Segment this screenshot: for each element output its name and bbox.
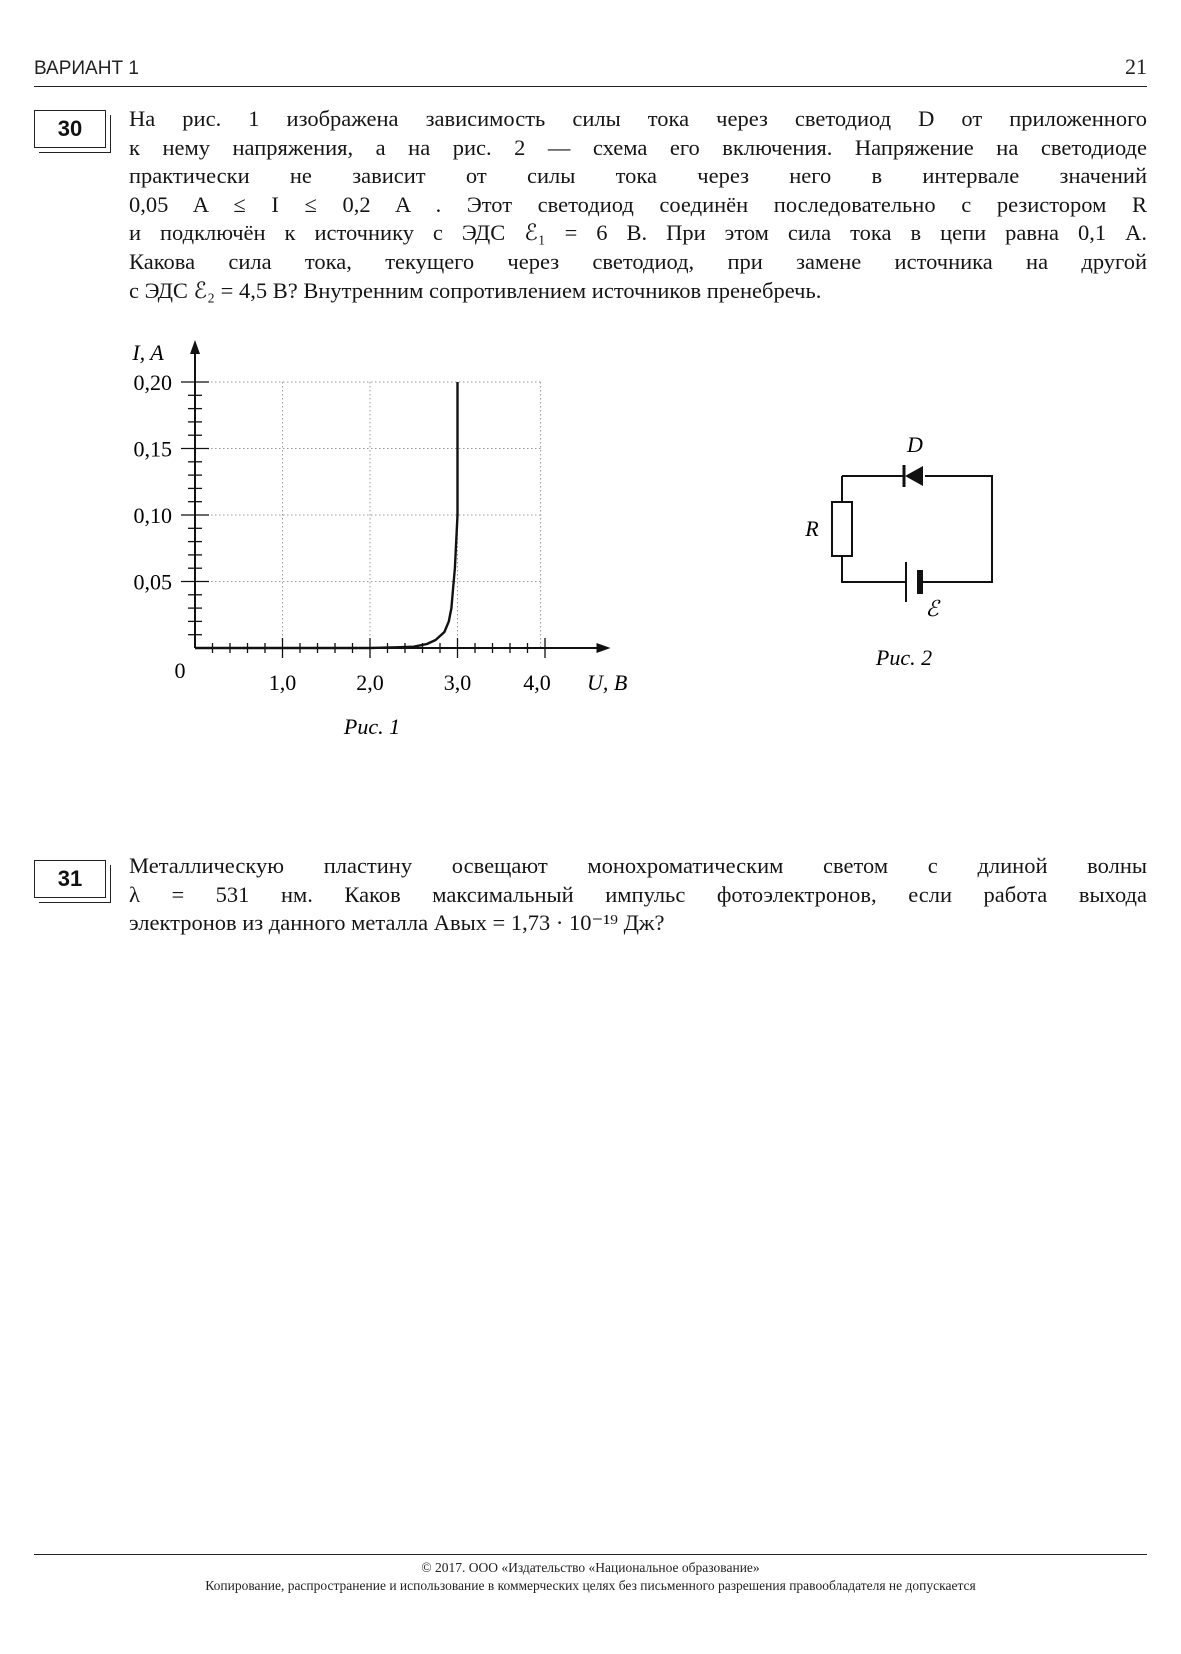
task-30-text bbox=[129, 105, 1147, 305]
figure-1-chart bbox=[0, 340, 720, 780]
diode-label: D bbox=[907, 432, 923, 457]
chart-series bbox=[195, 382, 458, 648]
task-30-line-6: Какова сила тока, текущего через светодиод, при замене источника на другой bbox=[129, 248, 1147, 274]
footer-copyright: © 2017. ООО «Издательство «Национальное образование» bbox=[421, 1560, 760, 1575]
y-tick-label: 0,20 bbox=[133, 370, 172, 395]
figure-2-circuit bbox=[780, 420, 1020, 680]
y-tick-label: 0,05 bbox=[133, 569, 172, 595]
y-tick-label: 0,15 bbox=[133, 436, 172, 462]
iv-curve bbox=[195, 382, 458, 648]
chart-grid bbox=[195, 382, 541, 648]
figure-2-caption: Рис. 2 bbox=[875, 645, 933, 670]
task-30-line-2: к нему напряжения, а на рис. 2 — схема его включения. Напряжение на светодиоде bbox=[129, 134, 1147, 160]
variant-title: ВАРИАНТ 1 bbox=[34, 58, 139, 79]
x-axis-label: U, B bbox=[587, 670, 628, 695]
task-30-line-7: с ЭДС ℰ₂ = 4,5 В? Внутренним сопротивлением источников пренебречь. bbox=[129, 277, 822, 303]
y-axis-label: I, A bbox=[132, 340, 164, 365]
x-tick-label: 1,0 bbox=[268, 670, 297, 695]
origin-label: 0 bbox=[174, 658, 186, 683]
circuit-wire-top-right bbox=[922, 476, 992, 582]
chart-axes bbox=[190, 340, 611, 653]
task-30-line-3: практически не зависит от силы тока через него в интервале значений bbox=[129, 163, 1147, 189]
chart-labels bbox=[131, 340, 627, 739]
page-number: 21 bbox=[1125, 54, 1147, 79]
resistor-label: R bbox=[805, 516, 819, 541]
diode-symbol bbox=[905, 466, 923, 486]
task-30-number: 30 bbox=[34, 110, 106, 148]
task-30-line-4: 0,05 A ≤ I ≤ 0,2 A . Этот светодиод соединён последовательно с резистором R bbox=[129, 191, 1147, 217]
x-axis-arrow bbox=[597, 643, 611, 653]
resistor-symbol bbox=[832, 502, 852, 556]
task-31-text bbox=[129, 852, 1147, 938]
figure-1-caption: Рис. 1 bbox=[343, 714, 401, 739]
task-31-line-2: λ = 531 нм. Каков максимальный импульс фотоэлектронов, если работа выхода bbox=[129, 881, 1147, 907]
footer-notice: Копирование, распространение и использование в коммерческих целях без письменного разрешения правообладателя не допускается bbox=[205, 1578, 976, 1593]
y-tick-label: 0,10 bbox=[133, 503, 172, 528]
header-divider bbox=[34, 86, 1147, 87]
chart-ticks bbox=[181, 382, 545, 658]
footer-divider bbox=[34, 1554, 1147, 1555]
x-tick-label: 3,0 bbox=[443, 670, 472, 695]
task-31-line-3: электронов из данного металла Aвых = 1,73 · 10⁻¹⁹ Дж? bbox=[129, 910, 665, 936]
y-axis-arrow bbox=[190, 340, 200, 354]
x-tick-label: 2,0 bbox=[356, 670, 384, 695]
task-30-line-5: и подключён к источнику с ЭДС ℰ₁ = 6 В. При этом сила тока в цепи равна 0,1 А. bbox=[129, 220, 1147, 246]
x-tick-label: 4,0 bbox=[523, 670, 551, 695]
source-label: ℰ bbox=[925, 596, 939, 621]
task-31-line-1: Металлическую пластину освещают монохроматическим светом с длиной волны bbox=[129, 853, 1147, 878]
task-31-number: 31 bbox=[34, 860, 106, 898]
task-30-line-1: На рис. 1 изображена зависимость силы тока через светодиод D от приложенного bbox=[129, 106, 1147, 131]
circuit-wire-bottom-left bbox=[842, 556, 905, 582]
